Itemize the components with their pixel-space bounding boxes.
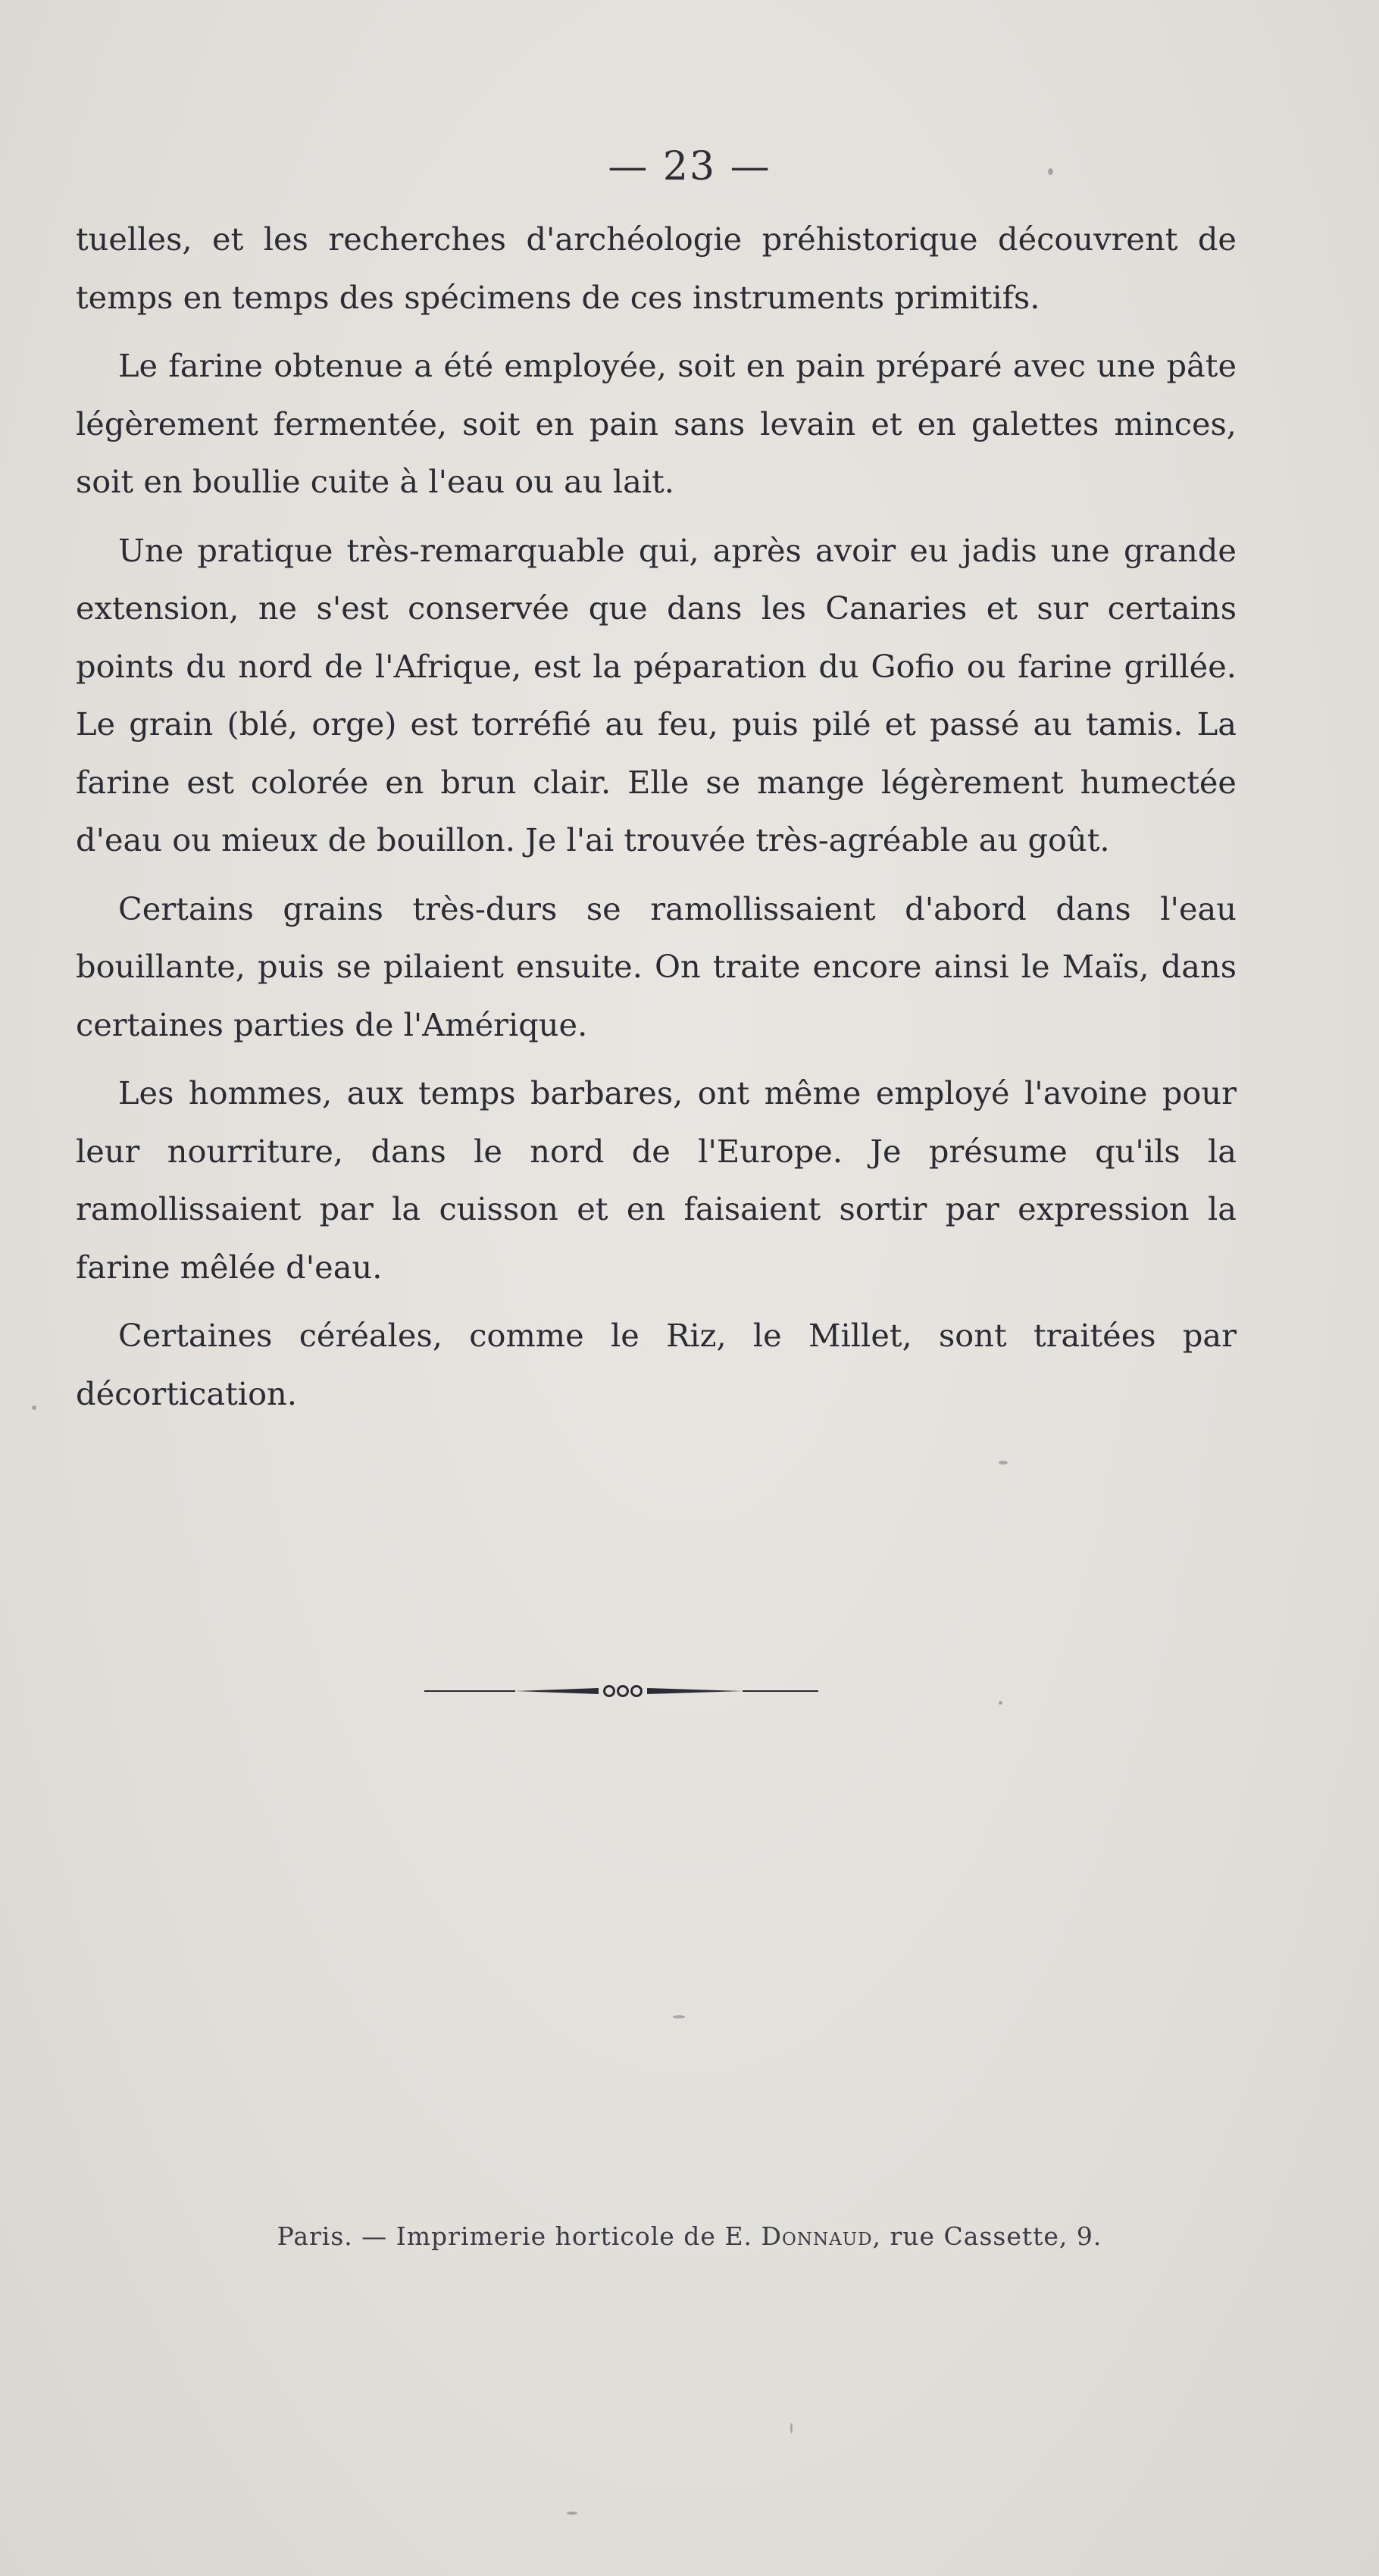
- paper-speck: [673, 2015, 685, 2018]
- paper-speck: [790, 2423, 793, 2434]
- paragraph: Le farine obtenue a été employée, soit en pain préparé avec une pâte légèrement fermentée, soit en pain sans levain et en galettes minces, soit en boullie cuite à l'eau ou au lait.: [76, 347, 1237, 500]
- paragraph: tuelles, et les recherches d'archéologie préhistorique découvrent de temps en temps des spécimens de ces instruments primitifs.: [76, 220, 1237, 316]
- paper-speck: [1048, 168, 1053, 175]
- ornamental-divider: [424, 1683, 818, 1699]
- imprint-printer-name: Donnaud: [761, 2221, 873, 2251]
- body-text: [76, 211, 1237, 1433]
- paper-speck: [32, 1405, 36, 1410]
- paragraph: Les hommes, aux temps barbares, ont même employé l'avoine pour leur nourriture, dans le nord de l'Europe. Je présume qu'ils la ramollissaient par la cuisson et en faisaient sortir par expression la farine mêlée d'eau.: [76, 1074, 1237, 1286]
- imprint-suffix: , rue Cassette, 9.: [872, 2221, 1102, 2251]
- paper-speck: [999, 1461, 1008, 1465]
- printer-imprint: [0, 2221, 1379, 2251]
- page-number: — 23 —: [608, 144, 771, 189]
- paper-speck: [567, 2512, 577, 2515]
- paper-speck: [999, 1701, 1002, 1705]
- imprint-prefix: Paris. — Imprimerie horticole de E.: [277, 2221, 753, 2251]
- paragraph: Une pratique très-remarquable qui, après avoir eu jadis une grande extension, ne s'est conservée que dans les Canaries et sur certains points du nord de l'Afrique, est la péparation du Gofio ou farine grillée. Le grain (blé, orge) est torréfié au feu, puis pilé et passé au tamis. La farine est colorée en brun clair. Elle se mange légèrement humectée d'eau ou mieux de bouillon. Je l'ai trouvée très-agréable au goût.: [76, 531, 1237, 858]
- paragraph: Certains grains très-durs se ramollissaient d'abord dans l'eau bouillante, puis se pilaient ensuite. On traite encore ainsi le Maïs, dans certaines parties de l'Amérique.: [76, 889, 1237, 1043]
- paragraph: Certaines céréales, comme le Riz, le Millet, sont traitées par décortication.: [76, 1317, 1237, 1412]
